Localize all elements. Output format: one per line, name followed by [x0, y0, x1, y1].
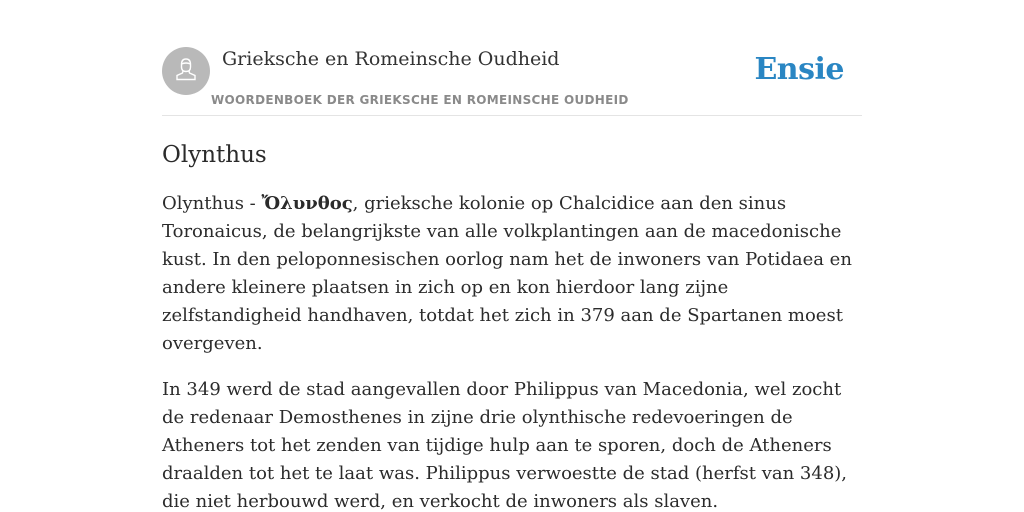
avatar[interactable]: [162, 47, 210, 95]
site-header: [162, 46, 862, 116]
paragraph-lead: Olynthus -: [162, 193, 262, 214]
user-icon: [172, 55, 200, 87]
article: [162, 138, 862, 512]
paragraph-body: , grieksche kolonie op Chalcidice aan den sinus Toronaicus, de belangrijkste van alle volkplantingen aan de macedonische kust. In den peloponnesischen oorlog nam het de inwoners van Potidaea en andere kleinere plaatsen in zich op en kon hierdoor lang zijne zelfstandigheid handhaven, totdat het zich in 379 aan de Spartanen moest overgeven.: [162, 193, 852, 354]
article-paragraph-2: In 349 werd de stad aangevallen door Philippus van Macedonia, wel zocht de redenaar Demosthenes in zijne drie olynthische redevoeringen de Atheners tot het zenden van tijdige hulp aan te sporen, doch de Atheners draalden tot het te laat was. Philippus verwoestte de stad (herfst van 348), die niet herbouwd werd, en verkocht de inwoners als slaven.: [162, 379, 848, 512]
page-title: Olynthus: [162, 142, 267, 168]
site-title-link[interactable]: Grieksche en Romeinsche Oudheid: [222, 48, 560, 70]
greek-term: Ὄλυνθος: [261, 193, 353, 214]
article-paragraph-1: [162, 190, 862, 358]
site-subtitle: WOORDENBOEK DER GRIEKSCHE EN ROMEINSCHE OUDHEID: [211, 93, 629, 107]
ensie-logo[interactable]: Ensie: [754, 52, 844, 87]
